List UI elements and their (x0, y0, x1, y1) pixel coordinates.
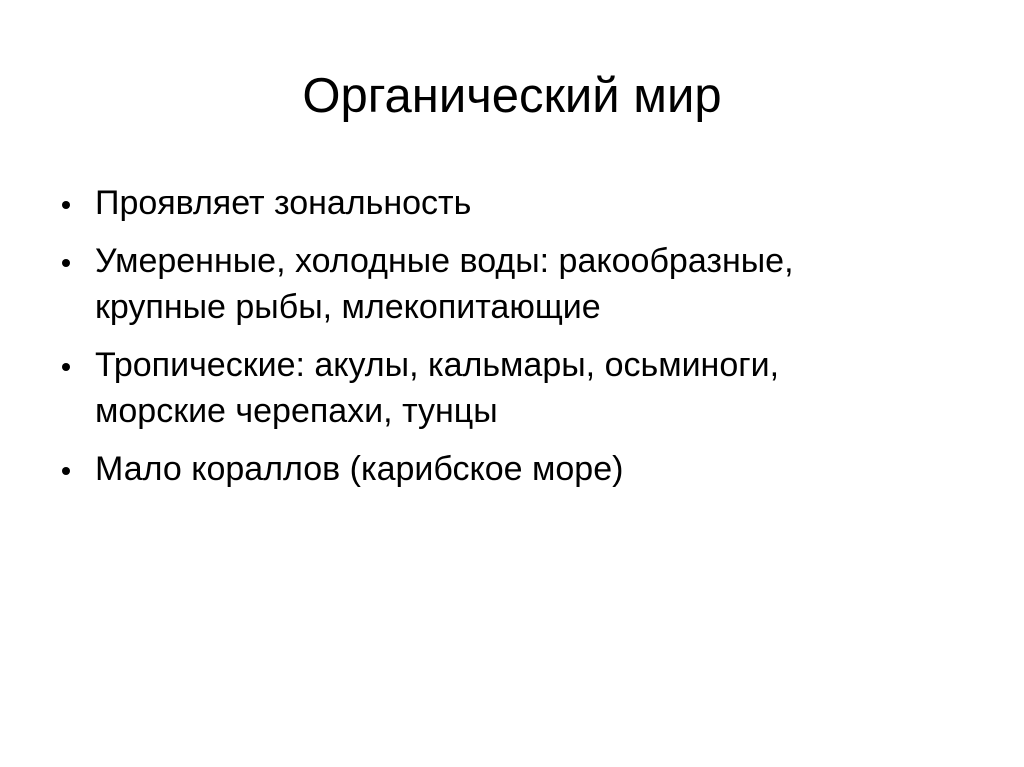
bullet-item (62, 238, 962, 330)
bullet-list (62, 180, 962, 504)
slide-title: Органический мир (302, 69, 722, 123)
bullet-text: Тропические: акулы, кальмары, осьминоги, морские черепахи, тунцы (95, 346, 780, 430)
bullet-text: Умеренные, холодные воды: ракообразные, крупные рыбы, млекопитающие (95, 242, 794, 326)
bullet-dot-icon (62, 467, 70, 475)
bullet-item (62, 180, 962, 226)
bullet-dot-icon (62, 201, 70, 209)
bullet-dot-icon (62, 259, 70, 267)
bullet-dot-icon (62, 363, 70, 371)
bullet-text: Мало кораллов (карибское море) (95, 450, 624, 488)
bullet-item (62, 342, 962, 434)
bullet-text: Проявляет зональность (95, 184, 472, 222)
bullet-item (62, 446, 962, 492)
